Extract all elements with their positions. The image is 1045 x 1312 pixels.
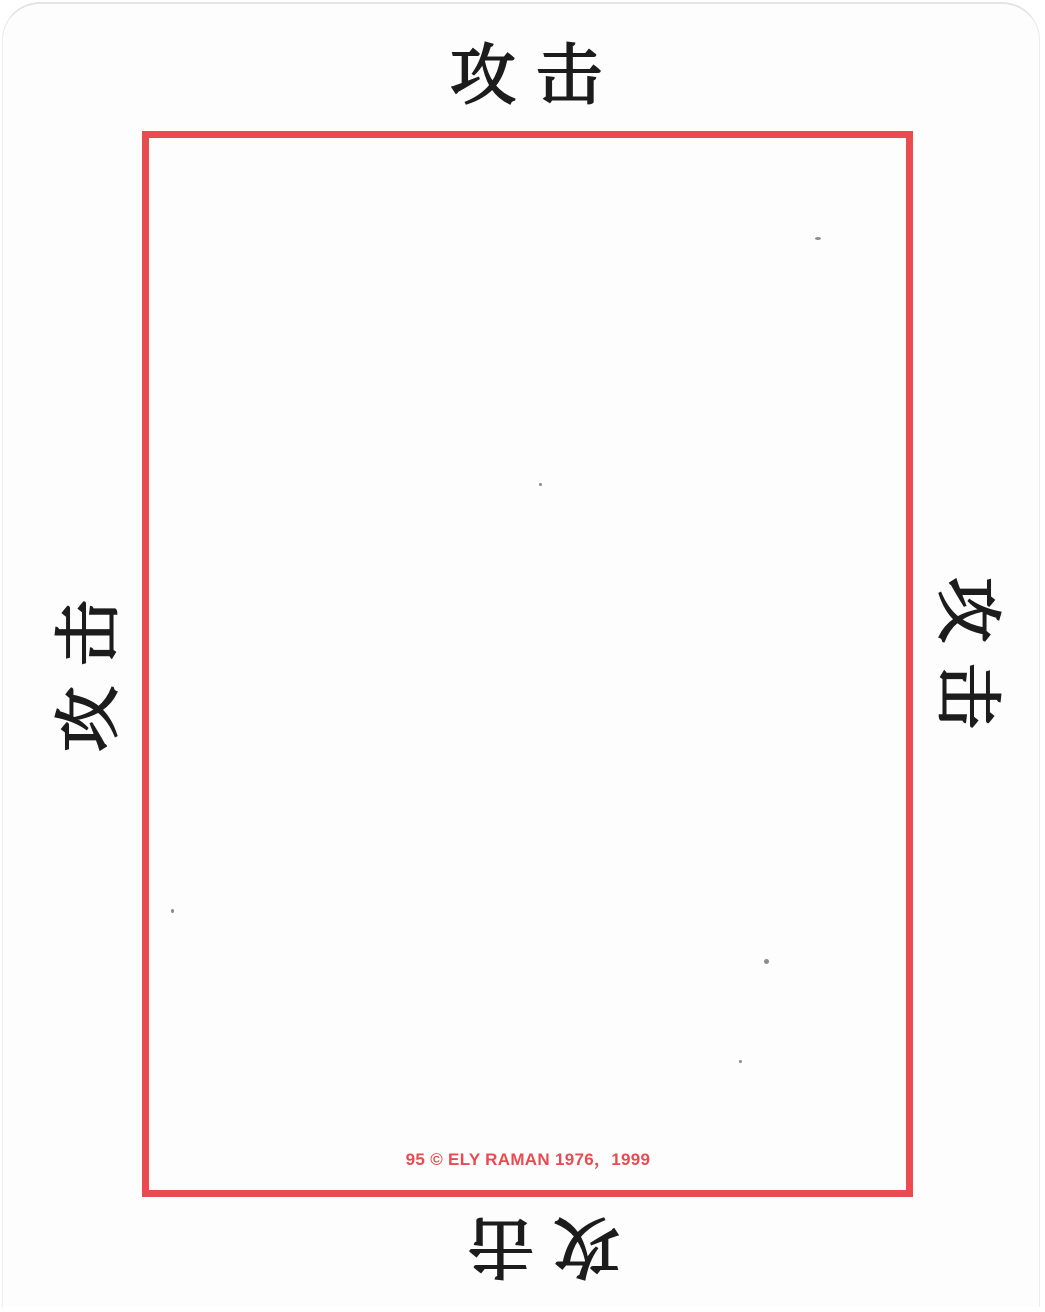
dust-speck [815, 237, 821, 240]
dust-speck [539, 483, 542, 486]
dust-speck [764, 959, 769, 964]
card-label-top: 攻击 [450, 36, 622, 114]
card [2, 2, 1040, 1307]
card-label-left: 攻击 [49, 580, 127, 752]
card-label-bottom: 攻击 [448, 1208, 620, 1286]
dust-speck [171, 909, 174, 913]
copyright-notice: 95 © ELY RAMAN 1976，1999 [405, 1150, 651, 1169]
red-frame [142, 131, 913, 1197]
dust-speck [739, 1060, 742, 1063]
card-label-right: 攻击 [929, 577, 1007, 749]
